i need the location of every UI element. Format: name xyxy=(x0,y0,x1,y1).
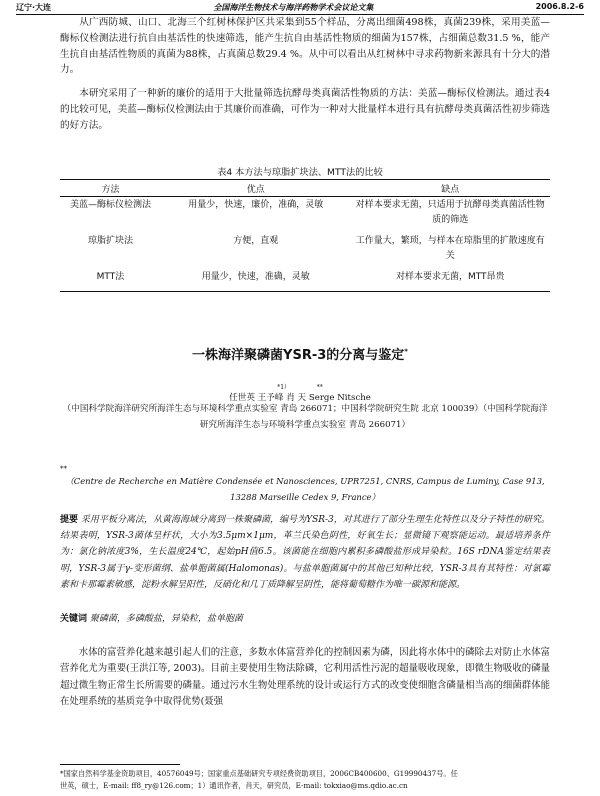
keywords xyxy=(60,611,550,624)
table-caption: 表4 本方法与琼脂扩块法、MTT法的比较 xyxy=(217,167,383,178)
body-paragraph: 水体的富营养化越来越引起人们的注意，多数水体富营养化的控制因素为磷，因此将水体中的磷除去对防止水体富营养化尤为重要(王洪江等, 2003)。目前主要使用生物法除磷，它利用活性污泥的超量吸收现象，即微生物吸收的磷量超过微生物正常生长所需要的磷量。通过污水生物处理系统的设计或运行方式的改变使细胞含磷量相当高的细菌群体能在处理系统的基质竞争中取得优势(聂强 xyxy=(60,647,550,708)
affiliation-mark: ** xyxy=(60,465,67,473)
table-row xyxy=(60,269,550,291)
table-header-method: 方法 xyxy=(60,180,161,197)
table-header-row xyxy=(60,180,550,197)
keywords-label: 关键词 xyxy=(60,614,88,624)
article-title xyxy=(0,344,600,363)
header-location: 辽宁·大连 xyxy=(16,3,52,12)
table-cell: 对样本要求无菌，MTT昂贵 xyxy=(351,269,551,291)
table-header-advantages: 优点 xyxy=(161,180,351,197)
table-cell: 用量少，快速，准确，灵敏 xyxy=(161,269,351,291)
header-date: 2006.8.2-6 xyxy=(535,2,584,11)
keywords-text: 聚磷菌，多磷酸盐，异染粒，盐单胞菌 xyxy=(89,614,243,624)
intro-paragraph-1: 从广西防城、山口、北海三个红树林保护区共采集到55个样品，分离出细菌498株，真菌239株，采用美蓝—酶标仪检测法进行抗自由基活性的快速筛选，能产生抗自由基活性物质的细菌为157株，占细菌总数31.5 %，能产生抗自由基活性物质的真菌为88株，占真菌总数29.4 %。从中可以看出从红树林中寻求药物新来源具有十分大的潜力。 xyxy=(60,17,550,76)
abstract xyxy=(60,512,550,593)
abstract-label: 提要 xyxy=(60,515,79,525)
affiliation-fr-text: （Centre de Recherche en Matière Condensée et Nanosciences, UPR7251, CNRS, Campus de Luminy, Case 913, 13288 Marseille Cedex 9, France） xyxy=(65,476,545,502)
table-row xyxy=(60,197,550,234)
running-header xyxy=(16,2,584,15)
table-cell: 方便，直观 xyxy=(233,236,279,246)
comparison-table xyxy=(60,179,550,292)
table-cell: 琼脂扩块法 xyxy=(87,236,133,246)
author-marks: *1） ** xyxy=(277,384,323,391)
table-row xyxy=(60,233,550,269)
abstract-text: 采用平板分离法，从黄海海域分离到一株聚磷菌，编号为YSR-3，对其进行了部分生理生化特性以及分子特性的研究。结果表明，YSR-3菌体呈杆状，大小为3.5μm×1μm，革兰氏染色阴性，好氧生长；显微镜下观察能运动。最适培养条件为：氯化钠浓度3%，生长温度24℃，起始pH值6.5。该菌能在细胞内累积多磷酸盐形成异染粒。16S rDNA鉴定结果表明，YSR-3属于γ-变形菌纲、盐单胞菌属(Halomonas)。与盐单胞菌属中的其他已知种比较，YSR-3具有其特性：对氯霉素和卡那霉素敏感，淀粉水解呈阳性，反硝化和几丁质降解呈阴性，能将葡萄糖作为唯一碳源和能源。 xyxy=(60,515,550,590)
table-cell: 用量少，快速，廉价，准确，灵敏 xyxy=(188,200,324,210)
table-cell: MTT法 xyxy=(60,269,161,291)
footnote-line-1: *国家自然科学基金资助项目，40576049号；国家重点基础研究专项经费资助项目，2006CB400600、G19990437号。任 xyxy=(60,769,458,778)
affiliation-cn: （中国科学院海洋研究所海洋生态与环境科学重点实验室 青岛 266071；中国科学院研究生院 北京 100039）（中国科学院海洋研究所海洋生态与环境科学重点实验室 青岛 266071） xyxy=(62,404,548,430)
footnote-line-2: 世英，硕士，E-mail: ff8_ry@126.com；1）通讯作者，肖天，研究员，E-mail: tokxiao@ms.qdio.ac.cn xyxy=(60,781,408,790)
table-cell: 对样本要求无菌，只适用于抗酵母类真菌活性物质的筛选 xyxy=(355,200,545,225)
table-cell: 美蓝—酶标仪检测法 xyxy=(69,200,151,210)
title-footnote-mark: * xyxy=(404,347,408,356)
intro-paragraph-2: 本研究采用了一种新的廉价的适用于大批量筛选抗酵母类真菌活性物质的方法：美蓝—酶标仪检测法。通过表4的比较可见，美蓝—酶标仪检测法由于其廉价而准确，可作为一种对大批量样本进行具有抗酵母类真菌活性初步筛选的好方法。 xyxy=(60,88,550,131)
article-title-text: 一株海洋聚磷菌YSR-3的分离与鉴定 xyxy=(192,348,405,363)
footnote xyxy=(60,768,550,792)
header-proceedings-title: 全国海洋生物技术与海洋药物学术会议论文集 xyxy=(213,3,374,12)
table-cell: 工作量大，繁琐，与样本在琼脂里的扩散速度有关 xyxy=(355,236,545,261)
author-names: 任世英 王予峰 肖 天 Serge Nitsche xyxy=(229,393,371,403)
affiliation-fr xyxy=(60,465,550,505)
footnote-divider xyxy=(60,764,180,765)
table-header-disadvantages: 缺点 xyxy=(351,180,551,197)
